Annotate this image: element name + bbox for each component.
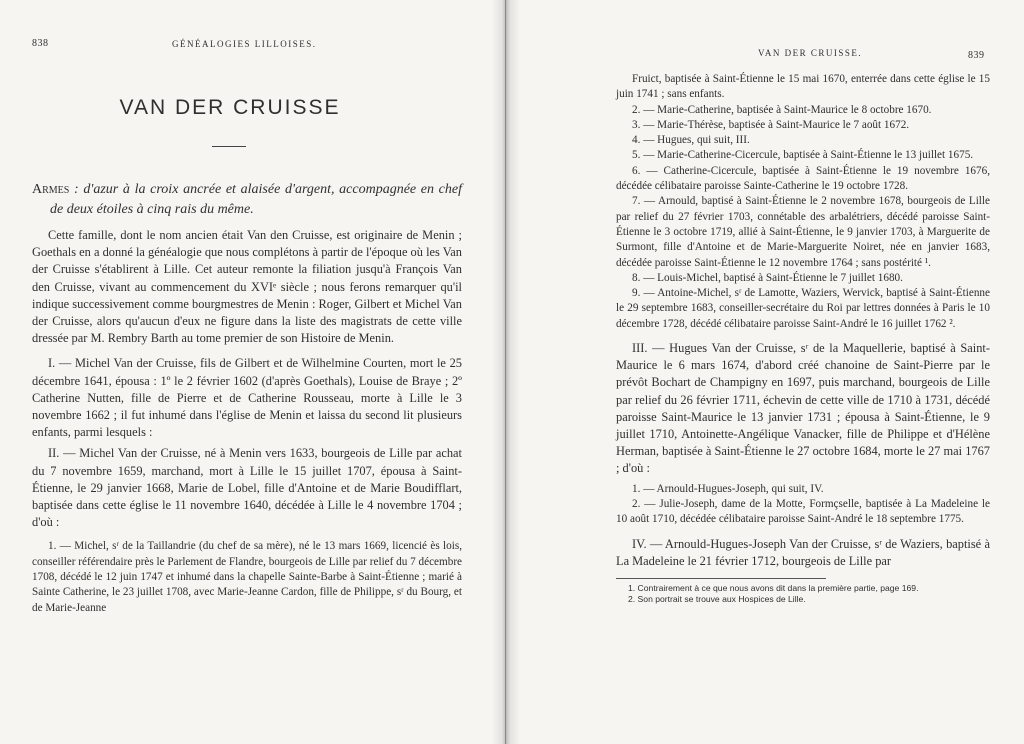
right-page-number: 839: [968, 50, 985, 61]
generation-3-paragraph: III. — Hugues Van der Cruisse, sʳ de la Maquellerie, baptisé à Saint-Maurice le 6 mars 1674, d'abord créé chanoine de Saint-Pierre par le prévôt Bochart de Champigny en 1697, puis marchand, bourgeois de Lille par relief du 26 février 1711, échevin de cette ville de 1710 à 1731, décédé paroisse Saint-Maurice le 13 janvier 1731 ; épousa à Saint-Étienne, le 9 juillet 1710, Antoinette-Angélique Vanacker, fille de Philippe et d'Hélène Herman, baptisée à Saint-Étienne le 27 octobre 1684, morte le 27 mai 1767 ; d'où :: [616, 341, 990, 476]
child-5-paragraph: 5. — Marie-Catherine-Cicercule, baptisée à Saint-Étienne le 13 juillet 1675.: [632, 149, 974, 162]
child-8-paragraph: 8. — Louis-Michel, baptisé à Saint-Étienne le 7 juillet 1680.: [632, 271, 903, 284]
child-3-paragraph: 3. — Marie-Thérèse, baptisée à Saint-Maurice le 7 août 1672.: [632, 118, 910, 131]
footnote-rule: [616, 578, 826, 579]
left-text-block: [32, 180, 462, 616]
continuation-paragraph: Fruict, baptisée à Saint-Étienne le 15 mai 1670, enterrée dans cette église le 15 juin 1741 ; sans enfants.: [616, 73, 990, 101]
intro-paragraph: Cette famille, dont le nom ancien était Van den Cruisse, est originaire de Menin ; Goethals en a donné la généalogie que nous complétons à partir de l'époque où les Van der Cruisse s'établirent à Lille. Cet auteur remonte la filiation jusqu'à François Van den Cruisse, vivant au commencement du XVIᵉ siècle ; nous ferons remarquer qu'il indique successivement comme bourgmestres de Menin : Roger, Gilbert et Michel Van der Cruisse, alors qu'aucun d'eux ne figure dans la liste des magistrats de cette ville dressée par M. Rembry Barth au tome premier de son Histoire de Menin.: [32, 228, 462, 346]
generation-3-child-2: 2. — Julie-Joseph, dame de la Motte, Formçselle, baptisée à La Madeleine le 10 août 1710, décédée célibataire paroisse Saint-André le 18 septembre 1775.: [616, 497, 990, 526]
child-1-paragraph: 1. — Michel, sʳ de la Taillandrie (du chef de sa mère), né le 13 mars 1669, licencié ès lois, conseiller référendaire près le Parlement de Flandre, bourgeois de Lille par relief du 7 décembre 1708, décédé le 12 juin 1747 et inhumé dans la chapelle Sainte-Barbe à Saint-Étienne ; marié à Sainte Catherine, le 23 juillet 1708, avec Marie-Jeanne Cardon, fille de Philippe, sʳ du Bourg, et de Marie-Jeanne: [32, 540, 463, 614]
left-page-number: 838: [32, 38, 49, 49]
child-2-paragraph: 2. — Marie-Catherine, baptisée à Saint-Maurice le 8 octobre 1670.: [632, 103, 932, 116]
right-text-block: [616, 72, 990, 606]
child-9-paragraph: 9. — Antoine-Michel, sʳ de Lamotte, Waziers, Wervick, baptisé à Saint-Étienne le 29 septembre 1683, conseiller-secrétaire du Roi par lettres données à Paris le 10 décembre 1728, décédé célibataire paroisse Saint-André le 16 juillet 1762 ².: [616, 287, 990, 330]
left-running-head: GÉNÉALOGIES LILLOISES.: [172, 39, 317, 49]
generation-2-paragraph: II. — Michel Van der Cruisse, né à Menin vers 1633, bourgeois de Lille par achat du 7 novembre 1659, marchand, mort à Lille le 15 juillet 1707, épousa à Saint-Étienne, le 29 janvier 1668, Marie de Lobel, fille d'Antoine et de Marie Boudifflart, baptisée dans cette église le 11 novembre 1640, décédée à Lille le 4 novembre 1704 ; d'où :: [32, 446, 462, 530]
right-page: [512, 0, 1024, 744]
arms-paragraph: [32, 180, 462, 219]
child-7-paragraph: 7. — Arnould, baptisé à Saint-Étienne le 2 novembre 1678, bourgeois de Lille par relief du 27 février 1703, connétable des arbalétriers, décédé paroisse Saint-Étienne le 3 octobre 1719, allié à Saint-Étienne, le 9 janvier 1703, à Marguerite de Surmont, fille d'Antoine et de Marie-Marguerite Noiret, née en janvier 1683, décédée paroisse Saint-Étienne le 12 novembre 1764 ; sans postérité ¹.: [616, 195, 990, 269]
footnote-1: 1. Contrairement à ce que nous avons dit dans la première partie, page 169.: [628, 582, 919, 593]
genealogy-title: VAN DER CRUISSE: [119, 96, 341, 119]
generation-3-child-1: 1. — Arnould-Hugues-Joseph, qui suit, IV.: [632, 482, 824, 495]
child-4-paragraph: 4. — Hugues, qui suit, III.: [632, 134, 750, 147]
arms-label: Armes: [32, 182, 70, 197]
generation-1-paragraph: I. — Michel Van der Cruisse, fils de Gilbert et de Wilhelmine Courten, mort le 25 décembre 1641, épousa : 1º le 2 février 1602 (d'après Goethals), Louise de Braye ; 2º Catherine Nutten, fille de Pierre et de Catherine Rousseau, morte à Lille le 3 novembre 1662 ; il fut inhumé dans l'église de Menin et laissa du second lit plusieurs enfants, parmi lesquels :: [32, 356, 462, 440]
generation-4-paragraph: IV. — Arnould-Hugues-Joseph Van der Cruisse, sʳ de Waziers, baptisé à La Madeleine le 21 février 1712, bourgeois de Lille par: [616, 536, 990, 568]
left-page: [0, 0, 500, 744]
arms-text: : d'azur à la croix ancrée et alaisée d'argent, accompagnée en chef de deux étoiles à cinq rais du même.: [50, 182, 462, 217]
title-rule: [212, 146, 246, 147]
footnote-2: 2. Son portrait se trouve aux Hospices de Lille.: [628, 594, 806, 605]
book-gutter-line: [505, 0, 506, 744]
right-running-head: VAN DER CRUISSE.: [758, 48, 863, 58]
child-6-paragraph: 6. — Catherine-Cicercule, baptisée à Saint-Étienne le 19 novembre 1676, décédée célibataire paroisse Sainte-Catherine le 19 octobre 1728.: [616, 164, 990, 193]
